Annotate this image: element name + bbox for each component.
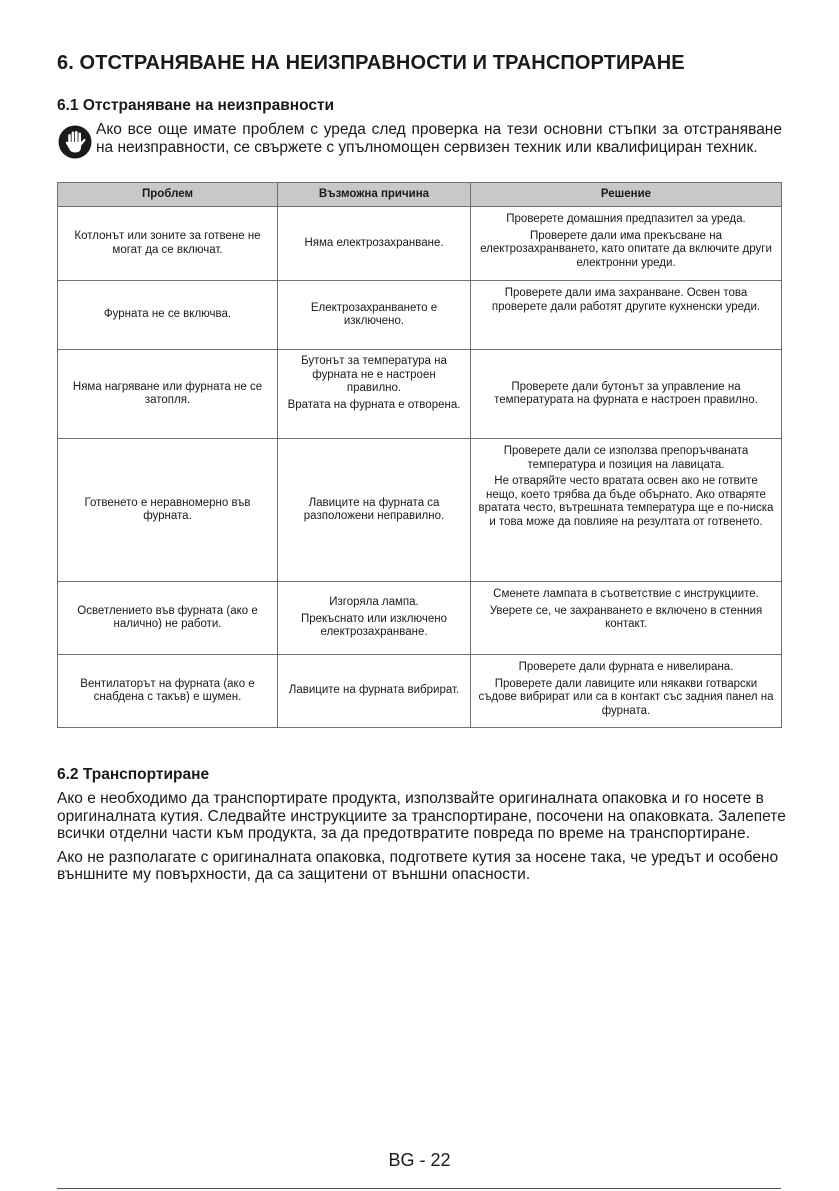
table-row: [58, 281, 782, 350]
table-row: [58, 582, 782, 655]
solution-cell: [471, 655, 782, 728]
column-header-cause: Възможна причина: [278, 183, 471, 207]
transport-body: [57, 790, 787, 890]
solution-cell: [471, 439, 782, 582]
problem-cell: [58, 655, 278, 728]
problem-cell: [58, 439, 278, 582]
solution-text: Сменете лампата в съответствие с инструкциите.: [493, 588, 759, 600]
troubleshooting-heading: 6.1 Отстраняване на неизправности: [57, 97, 335, 114]
problem-text: Фурната не се включва.: [103, 308, 232, 321]
problem-text: Няма нагряване или фурната не се затопля.: [72, 380, 263, 406]
table-row: [58, 439, 782, 582]
solution-cell: [471, 582, 782, 655]
cause-text: Няма електрозахранване.: [304, 236, 444, 249]
cause-cell: [278, 655, 471, 728]
cause-text: Лавиците на фурната са разположени неправилно.: [303, 496, 445, 522]
solution-text: Уверете се, че захранването е включено в стенния контакт.: [489, 604, 763, 630]
problem-cell: [58, 281, 278, 350]
transport-heading: 6.2 Транспортиране: [57, 766, 210, 783]
solution-text: Проверете домашния предпазител за уреда.: [506, 213, 746, 225]
solution-text: Проверете дали има прекъсване на електрозахранването, като опитате да включите други електронни уреди.: [480, 229, 772, 269]
problem-cell: [58, 582, 278, 655]
solution-text: Проверете дали лавиците или някакви готварски съдове вибрират или са в контакт със задния панел на фурната.: [478, 677, 774, 717]
solution-text: Проверете дали се използва препоръчваната температура и позиция на лавицата.: [503, 445, 749, 471]
cause-text: Лавиците на фурната вибрират.: [288, 684, 460, 697]
cause-cell: [278, 207, 471, 281]
cause-cell: [278, 582, 471, 655]
column-header-solution: Решение: [471, 183, 782, 207]
solution-text: Проверете дали фурната е нивелирана.: [518, 661, 734, 673]
transport-paragraph: Ако е необходимо да транспортирате продукта, използвайте оригиналната опаковка и го носете в оригиналната кутия. Следвайте инструкциите за транспортиране, посочени на опаковката. Залепете всички отделни части към продукта, за да предотвратите повреда по време на транспортиране.: [57, 790, 786, 842]
cause-cell: [278, 439, 471, 582]
cause-text: Електрозахранването е изключено.: [310, 301, 438, 327]
troubleshooting-table: [57, 182, 782, 728]
problem-text: Котлонът или зоните за готвене не могат да се включат.: [74, 230, 261, 256]
problem-text: Вентилаторът на фурната (ако е снабдена с такъв) е шумен.: [80, 677, 255, 703]
cause-text: Прекъснато или изключено електрозахранване.: [300, 612, 448, 639]
cause-text: Вратата на фурната е отворена.: [287, 398, 461, 411]
cause-text: Изгоряла лампа.: [329, 596, 419, 609]
solution-cell: [471, 281, 782, 350]
table-row: [58, 207, 782, 281]
table-row: [58, 350, 782, 439]
solution-cell: [471, 350, 782, 439]
solution-text: Проверете дали бутонът за управление на температурата на фурната е настроен правилно.: [494, 380, 758, 406]
cause-cell: [278, 281, 471, 350]
cause-text: Бутонът за температура на фурната не е настроен правилно.: [301, 355, 447, 394]
page-number: BG - 22: [388, 1150, 451, 1170]
table-header-row: [58, 183, 782, 207]
problem-text: Осветлението във фурната (ако е налично) не работи.: [77, 604, 258, 630]
stop-hand-icon: [58, 125, 92, 159]
table-row: [58, 655, 782, 728]
solution-text: Проверете дали има захранване. Освен това проверете дали работят другите кухненски уреди.: [491, 287, 761, 313]
page-title: 6. ОТСТРАНЯВАНЕ НА НЕИЗПРАВНОСТИ И ТРАНСПОРТИРАНЕ: [57, 52, 685, 74]
footer-rule: [57, 1188, 781, 1189]
solution-text: Не отваряйте често вратата освен ако не готвите нещо, което трябва да бъде обърнато. Ако отваряте вратата често, вътрешната температура ще е по-ниска и това може да повлияе на резултата от готвенето.: [478, 475, 774, 528]
troubleshooting-intro: Ако все още имате проблем с уреда след проверка на тези основни стъпки за отстраняване на неизправности, се свържете с упълномощен сервизен техник или квалифициран техник.: [96, 121, 782, 156]
cause-cell: [278, 350, 471, 439]
transport-paragraph: Ако не разполагате с оригиналната опаковка, подгответе кутия за носене така, че уредът и особено външните му повърхности, да са защитени от външни опасности.: [57, 848, 779, 883]
problem-cell: [58, 350, 278, 439]
column-header-problem: Проблем: [58, 183, 278, 207]
problem-cell: [58, 207, 278, 281]
problem-text: Готвенето е неравномерно във фурната.: [84, 496, 251, 522]
solution-cell: [471, 207, 782, 281]
